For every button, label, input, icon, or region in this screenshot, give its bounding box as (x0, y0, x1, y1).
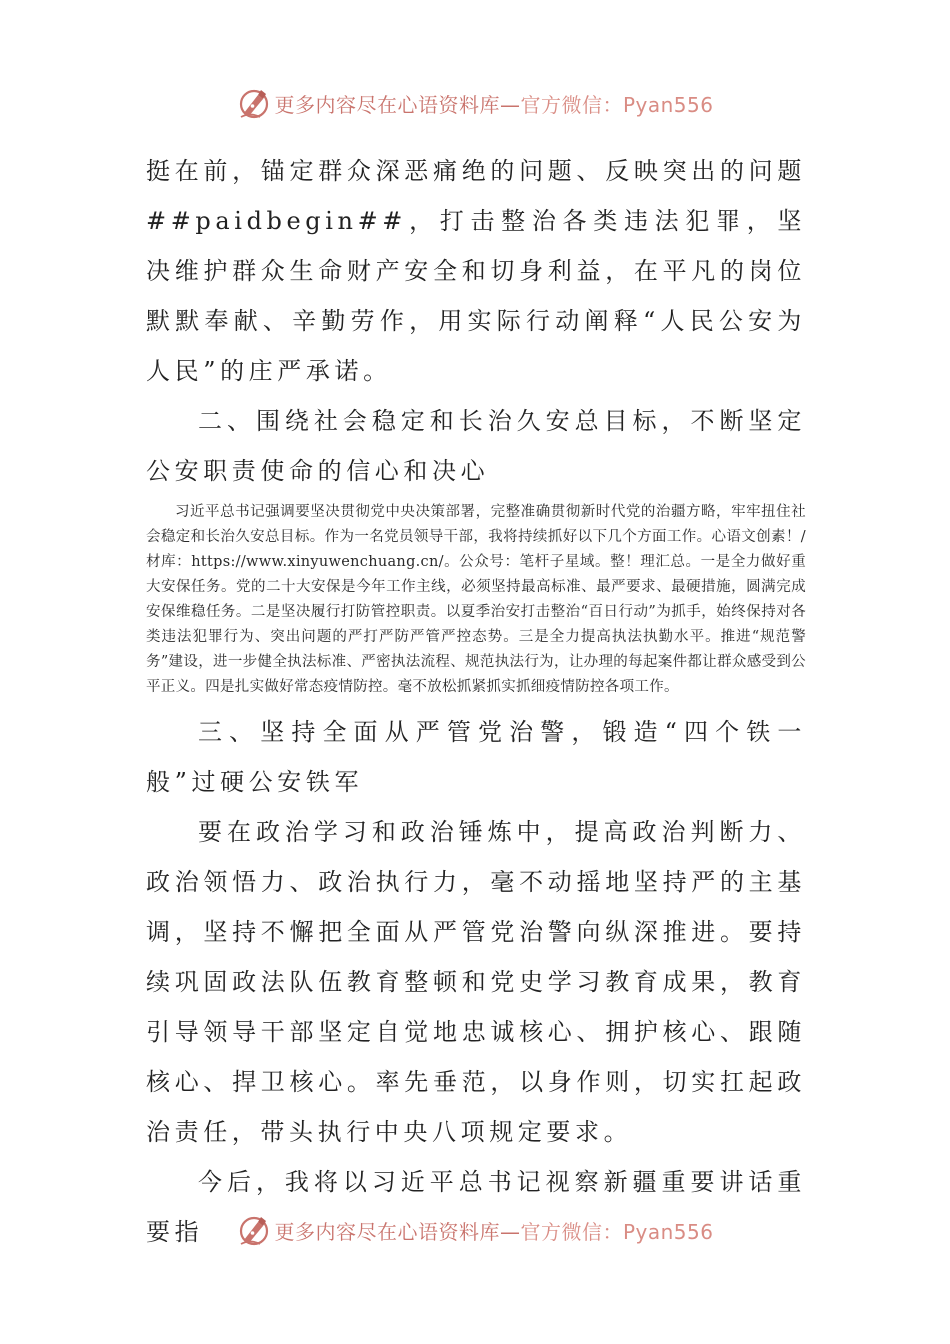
header-banner (0, 83, 950, 123)
header-wechat-text: 官方微信：Pyan556 (520, 92, 714, 117)
document-body (146, 146, 806, 1257)
footer-separator: — (499, 1219, 521, 1244)
section-heading-2: 二、围绕社会稳定和长治久安总目标，不断坚定公安职责使命的信心和决心 (146, 407, 806, 485)
paragraph-closing: 今后，我将以习近平总书记视察新疆重要讲话重要指 (146, 1168, 806, 1246)
footer-wechat-text: 官方微信：Pyan556 (520, 1219, 714, 1244)
header-separator: — (499, 92, 521, 117)
section-heading-3: 三、坚持全面从严管党治警，锻造“四个铁一般”过硬公安铁军 (146, 718, 806, 796)
header-brand-text: 更多内容尽在心语资料库 (274, 92, 500, 117)
pen-nib-logo-icon (236, 1212, 272, 1248)
paragraph-section-3: 要在政治学习和政治锤炼中，提高政治判断力、政治领悟力、政治执行力，毫不动摇地坚持严的主基调，坚持不懈把全面从严管党治警向纵深推进。要持续巩固政法队伍教育整顿和党史学习教育成果，教育引导领导干部坚定自觉地忠诚核心、拥护核心、跟随核心、捍卫核心。率先垂范，以身作则，切实扛起政治责任，带头执行中央八项规定要求。 (146, 818, 806, 1146)
pen-nib-logo-icon (236, 85, 272, 121)
footer-banner (0, 1210, 950, 1250)
footer-brand-text: 更多内容尽在心语资料库 (274, 1219, 500, 1244)
paragraph-section-2: 习近平总书记强调要坚决贯彻党中央决策部署，完整准确贯彻新时代党的治疆方略，牢牢扭住社会稳定和长治久安总目标。作为一名党员领导干部，我将持续抓好以下几个方面工作。心语文创素！/材库：https://www.xinyuwenchuang.cn/。公众号：笔杆子星域。整！理汇总。一是全力做好重大安保任务。党的二十大安保是今年工作主线，必须坚持最高标准、最严要求、最硬措施，圆满完成安保维稳任务。二是坚决履行打防管控职责。以夏季治安打击整治“百日行动”为抓手，始终保持对各类违法犯罪行为、突出问题的严打严防严管严控态势。三是全力提高执法执勤水平。推进“规范警务”建设，进一步健全执法标准、严密执法流程、规范执法行为，让办理的每起案件都让群众感受到公平正义。四是扎实做好常态疫情防控。毫不放松抓紧抓实抓细疫情防控各项工作。 (146, 504, 806, 695)
paragraph-continuation: 挺在前，锚定群众深恶痛绝的问题、反映突出的问题##paidbegin##，打击整治各类违法犯罪，坚决维护群众生命财产安全和切身利益，在平凡的岗位默默奉献、辛勤劳作，用实际行动阐释“人民公安为人民”的庄严承诺。 (146, 157, 806, 385)
